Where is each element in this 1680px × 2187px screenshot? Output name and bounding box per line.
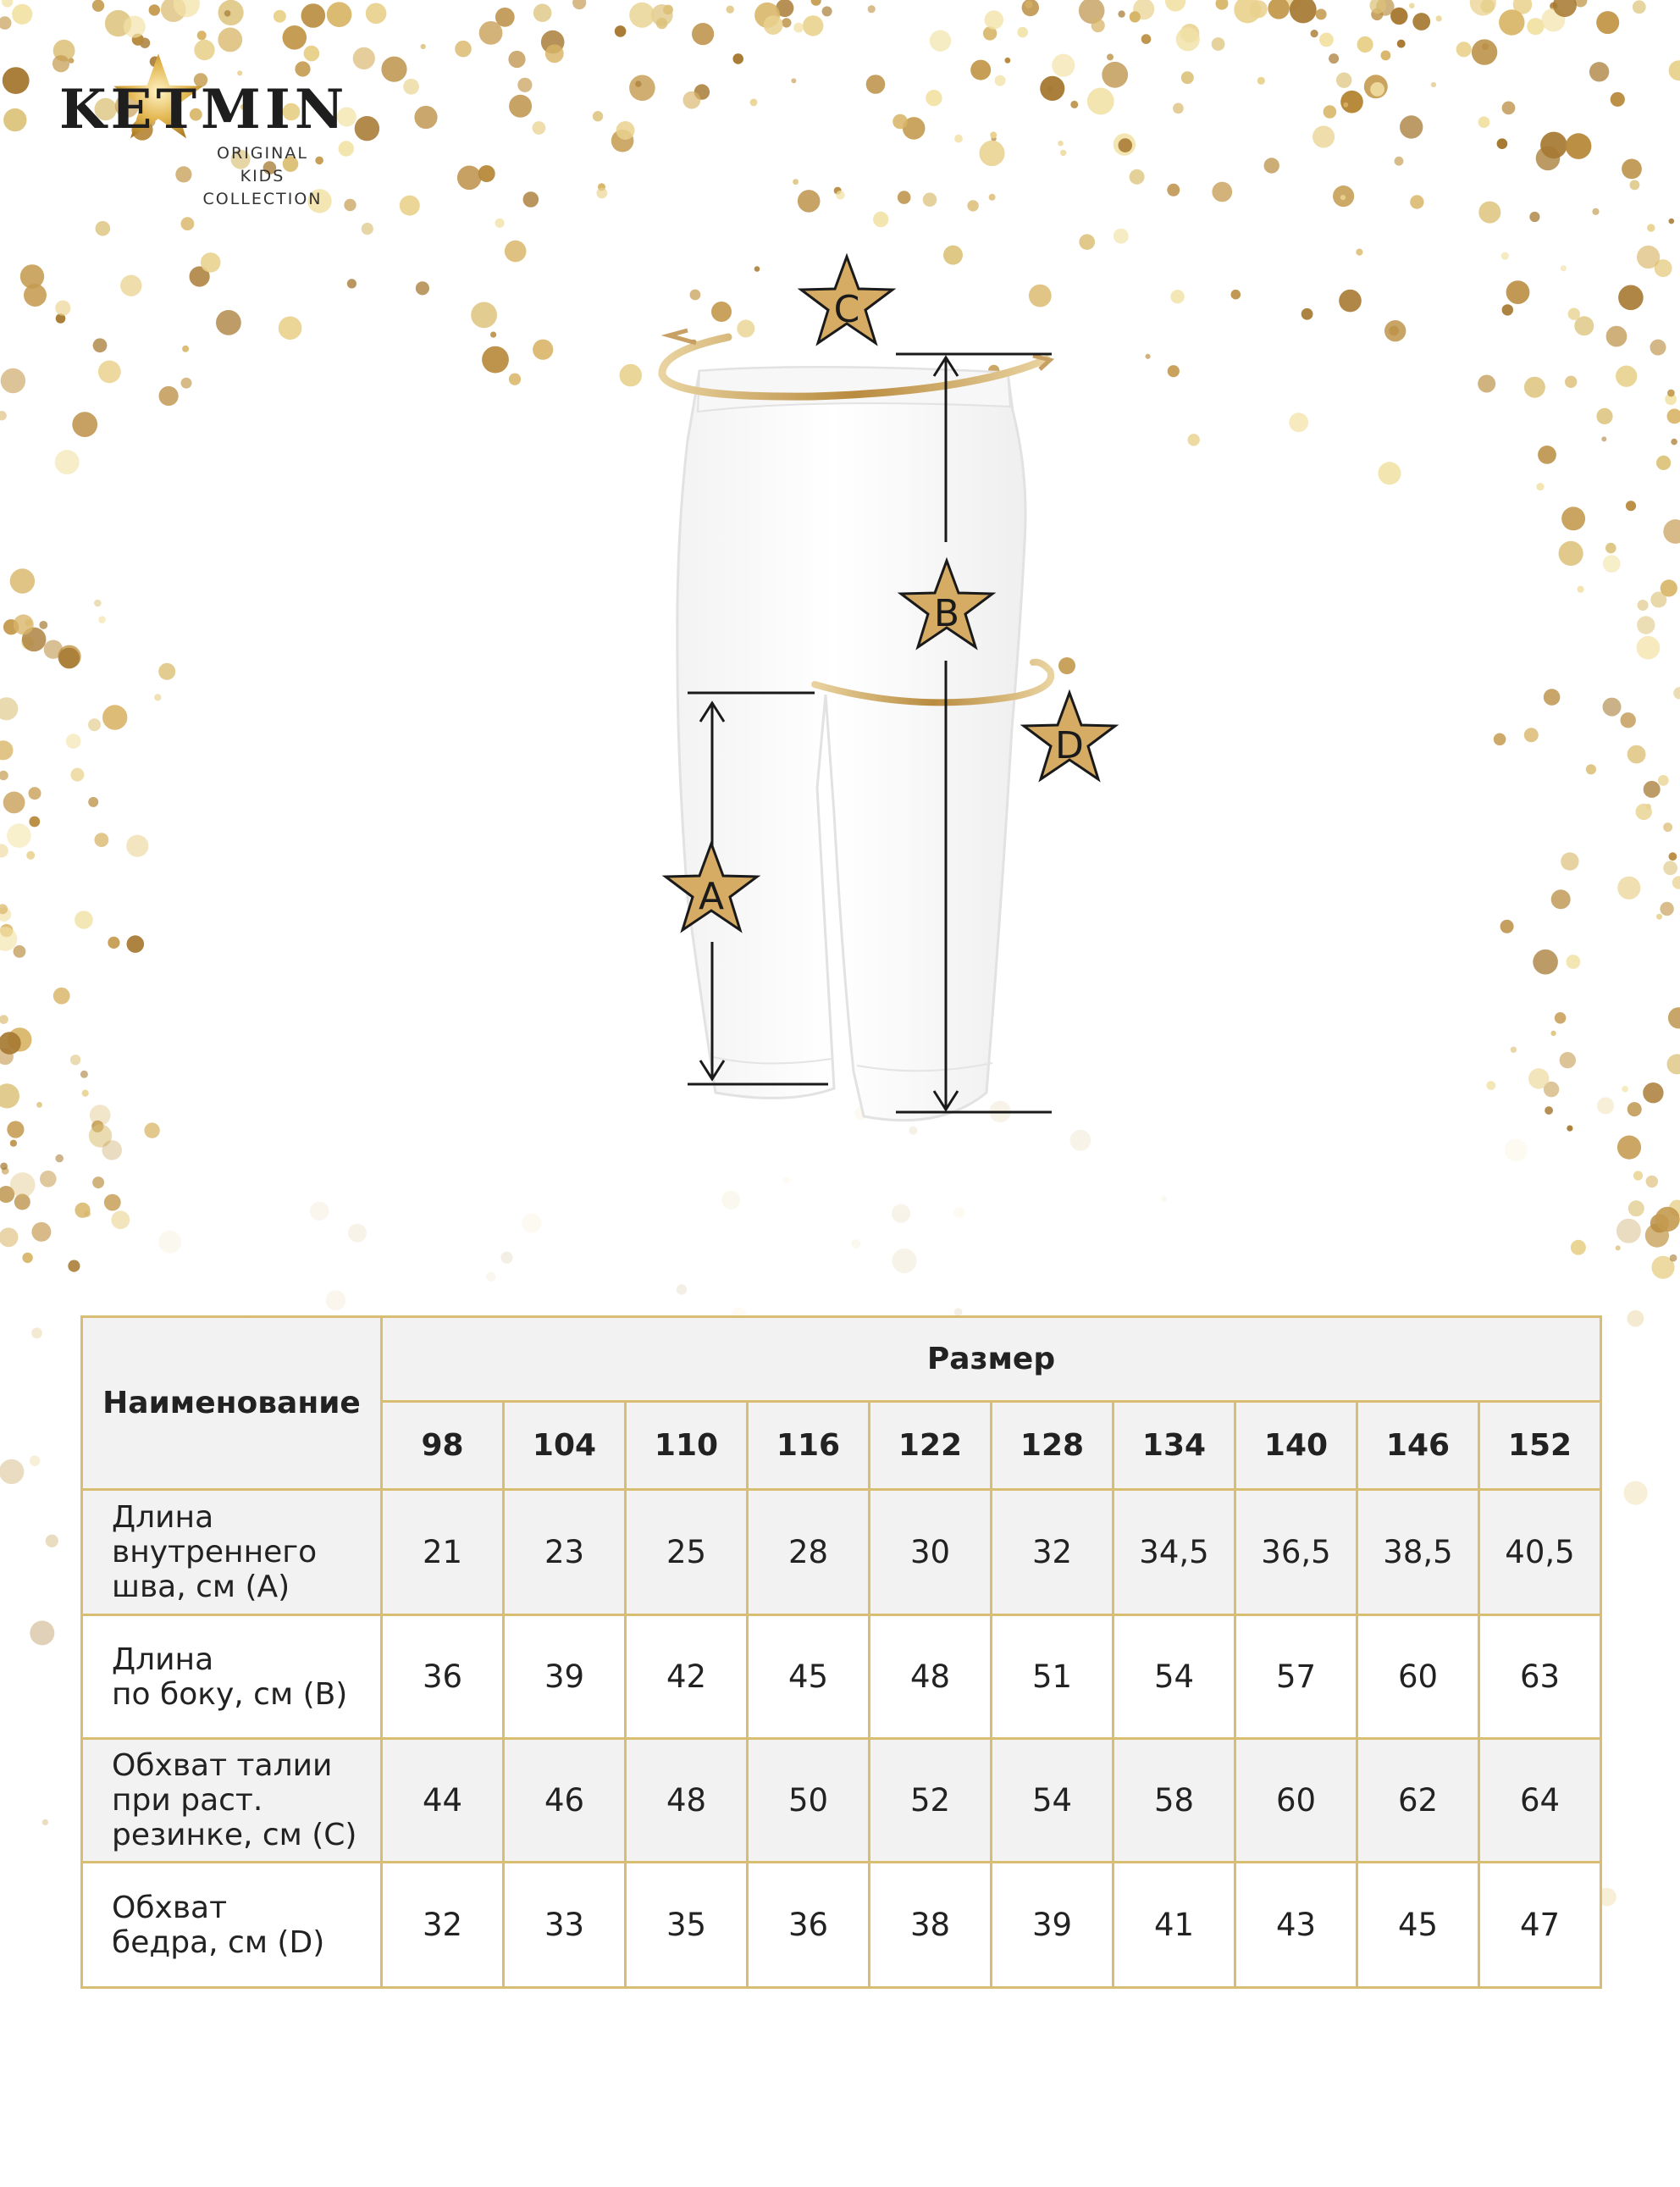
table-cell: 36 [748, 1863, 870, 1988]
table-cell: 50 [748, 1739, 870, 1863]
table-cell: 54 [1114, 1615, 1235, 1739]
row-label-line: бедра, см (D) [112, 1924, 325, 1960]
table-cell: 60 [1235, 1739, 1357, 1863]
size-header-122: 122 [870, 1402, 992, 1490]
row-label-line: по боку, см (B) [112, 1676, 348, 1712]
row-label [82, 1615, 382, 1739]
table-cell: 41 [1114, 1863, 1235, 1988]
table-row [82, 1615, 1601, 1739]
table-cell: 62 [1357, 1739, 1479, 1863]
brand-name: KETMIN [59, 78, 349, 141]
table-cell: 45 [748, 1615, 870, 1739]
size-header-104: 104 [504, 1402, 626, 1490]
table-cell: 58 [1114, 1739, 1235, 1863]
marker-c-star [801, 257, 892, 343]
marker-d-star [1024, 693, 1115, 779]
size-header-110: 110 [626, 1402, 748, 1490]
row-label [82, 1739, 382, 1863]
row-label-line: Длина [112, 1642, 214, 1677]
table-cell: 48 [626, 1739, 748, 1863]
table-cell: 44 [382, 1739, 504, 1863]
size-header-128: 128 [992, 1402, 1114, 1490]
table-cell: 39 [992, 1863, 1114, 1988]
pants-silhouette [677, 367, 1025, 1120]
marker-c-label: C [833, 288, 860, 331]
table-cell: 36 [382, 1615, 504, 1739]
size-header-98: 98 [382, 1402, 504, 1490]
row-label-line: при раст. [112, 1783, 263, 1818]
brand-tagline-line-1: ORIGINAL KIDS [217, 144, 308, 185]
table-cell: 35 [626, 1863, 748, 1988]
size-chart-table [80, 1315, 1602, 1989]
table-cell: 39 [504, 1615, 626, 1739]
table-cell: 52 [870, 1739, 992, 1863]
table-cell: 25 [626, 1490, 748, 1615]
row-label-line: резинке, см (C) [112, 1818, 357, 1852]
size-header-140: 140 [1235, 1402, 1357, 1490]
brand-tagline-line-2: COLLECTION [202, 190, 323, 208]
size-header-146: 146 [1357, 1402, 1479, 1490]
marker-b-label: B [933, 592, 960, 635]
table-cell: 48 [870, 1615, 992, 1739]
table-cell: 21 [382, 1490, 504, 1615]
row-label-line: Длина [112, 1500, 214, 1535]
row-label-line: внутреннего [112, 1535, 318, 1570]
table-cell: 54 [992, 1739, 1114, 1863]
table-cell: 51 [992, 1615, 1114, 1739]
table-cell: 30 [870, 1490, 992, 1615]
row-label [82, 1490, 382, 1615]
size-header-116: 116 [748, 1402, 870, 1490]
table-cell: 28 [748, 1490, 870, 1615]
size-header-152: 152 [1479, 1402, 1601, 1490]
table-row [82, 1863, 1601, 1988]
row-label-line: шва, см (A) [112, 1570, 290, 1604]
table-cell: 43 [1235, 1863, 1357, 1988]
marker-d-label: D [1055, 724, 1084, 767]
table-cell: 23 [504, 1490, 626, 1615]
table-cell: 36,5 [1235, 1490, 1357, 1615]
size-header-134: 134 [1114, 1402, 1235, 1490]
name-column-header: Наименование [82, 1317, 382, 1490]
table-cell: 63 [1479, 1615, 1601, 1739]
table-row [82, 1490, 1601, 1615]
table-cell: 64 [1479, 1739, 1601, 1863]
table-cell: 34,5 [1114, 1490, 1235, 1615]
table-cell: 32 [382, 1863, 504, 1988]
table-cell: 45 [1357, 1863, 1479, 1988]
table-cell: 46 [504, 1739, 626, 1863]
row-label-line: Обхват [112, 1890, 228, 1925]
table-cell: 40,5 [1479, 1490, 1601, 1615]
table-cell: 57 [1235, 1615, 1357, 1739]
table-cell: 42 [626, 1615, 748, 1739]
row-label [82, 1863, 382, 1988]
table-cell: 38,5 [1357, 1490, 1479, 1615]
table-cell: 38 [870, 1863, 992, 1988]
table-row [82, 1739, 1601, 1863]
marker-a-label: A [698, 875, 725, 918]
table-cell: 60 [1357, 1615, 1479, 1739]
table-cell: 47 [1479, 1863, 1601, 1988]
row-label-line: Обхват талии [112, 1748, 333, 1783]
size-column-header: Размер [382, 1317, 1601, 1402]
table-cell: 32 [992, 1490, 1114, 1615]
table-cell: 33 [504, 1863, 626, 1988]
